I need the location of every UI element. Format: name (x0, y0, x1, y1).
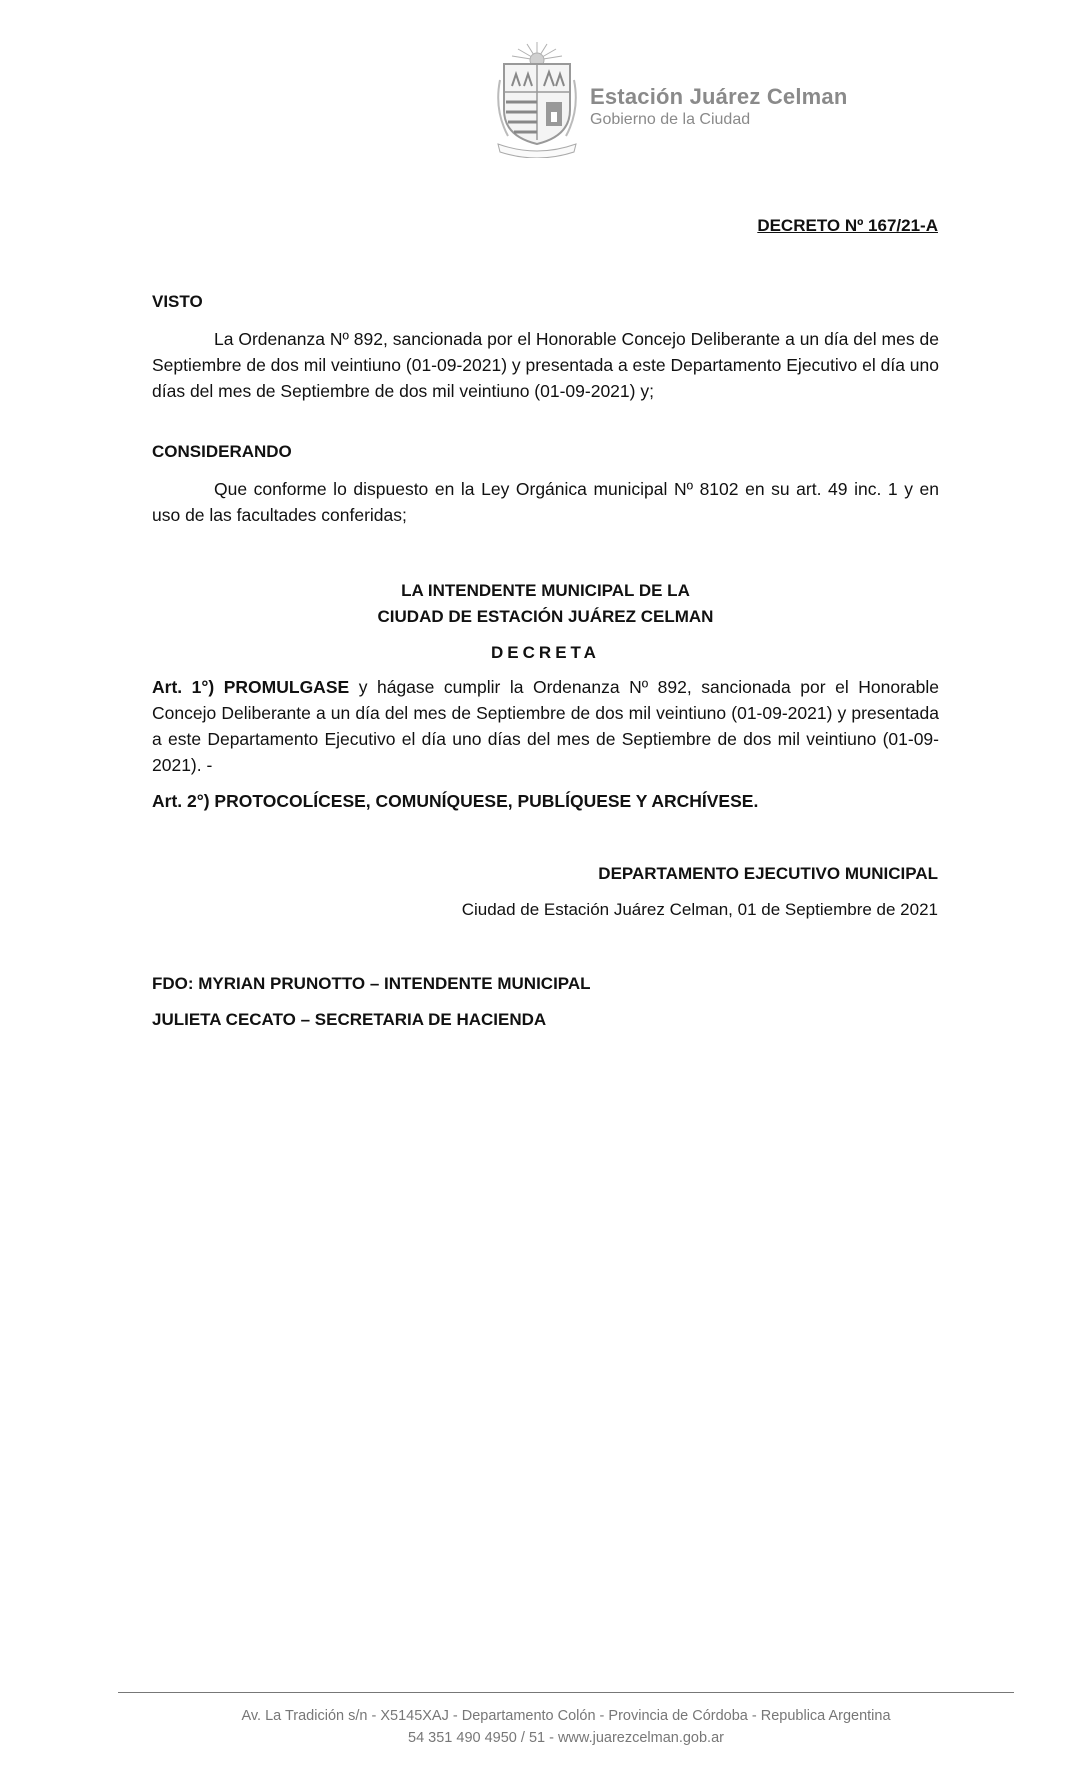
signature-2: JULIETA CECATO – SECRETARIA DE HACIENDA (152, 1010, 547, 1029)
authority-heading (152, 578, 939, 630)
footer-divider (118, 1692, 1014, 1693)
footer-address: Av. La Tradición s/n - X5145XAJ - Departamento Colón - Provincia de Córdoba - Republica Argentina (241, 1708, 891, 1724)
decree-number: DECRETO Nº 167/21-A (757, 216, 938, 235)
department-name: DEPARTAMENTO EJECUTIVO MUNICIPAL (598, 864, 938, 883)
considerando-section (152, 476, 939, 528)
visto-text: La Ordenanza Nº 892, sancionada por el Honorable Concejo Deliberante a un día del mes de Septiembre de dos mil veintiuno (01-09-2021) y presentada a este Departamento Ejecutivo el día uno días del mes de Septiembre de dos mil veintiuno (01-09-2021) y; (152, 329, 939, 401)
footer-contact: 54 351 490 4950 / 51 - www.juarezcelman.gob.ar (408, 1730, 724, 1746)
article-1-label: Art. 1°) PROMULGASE (152, 677, 350, 697)
authority-line-2: CIUDAD DE ESTACIÓN JUÁREZ CELMAN (377, 607, 714, 626)
article-2 (152, 788, 939, 814)
decreta-heading: DECRETA (491, 643, 600, 662)
article-1-paragraph (152, 674, 939, 778)
coat-of-arms-icon (494, 40, 580, 158)
article-2-label: Art. 2°) PROTOCOLÍCESE, COMUNÍQUESE, PUBLÍQUESE Y ARCHÍVESE. (152, 791, 759, 811)
org-name: Estación Juárez Celman (590, 84, 848, 109)
org-subtitle: Gobierno de la Ciudad (590, 111, 751, 128)
considerando-title: CONSIDERANDO (152, 442, 292, 461)
authority-line-1: LA INTENDENTE MUNICIPAL DE LA (401, 581, 690, 600)
article-1-text: y hágase cumplir la Ordenanza Nº 892, sancionada por el Honorable Concejo Deliberante a un día del mes de Septiembre de dos mil veintiuno (01-09-2021) y presentada a este Departamento Ejecutivo el día uno días del mes de Septiembre de dos mil veintiuno (01-09-2021). - (152, 677, 939, 775)
considerando-text: Que conforme lo dispuesto en la Ley Orgánica municipal Nº 8102 en su art. 49 inc. 1 y en uso de las facultades conferidas; (152, 479, 939, 525)
signature-1: FDO: MYRIAN PRUNOTTO – INTENDENTE MUNICIPAL (152, 974, 591, 993)
article-1 (152, 674, 939, 778)
letterhead (494, 40, 894, 160)
visto-section (152, 326, 939, 404)
visto-title: VISTO (152, 292, 203, 311)
place-date: Ciudad de Estación Juárez Celman, 01 de Septiembre de 2021 (461, 900, 938, 919)
